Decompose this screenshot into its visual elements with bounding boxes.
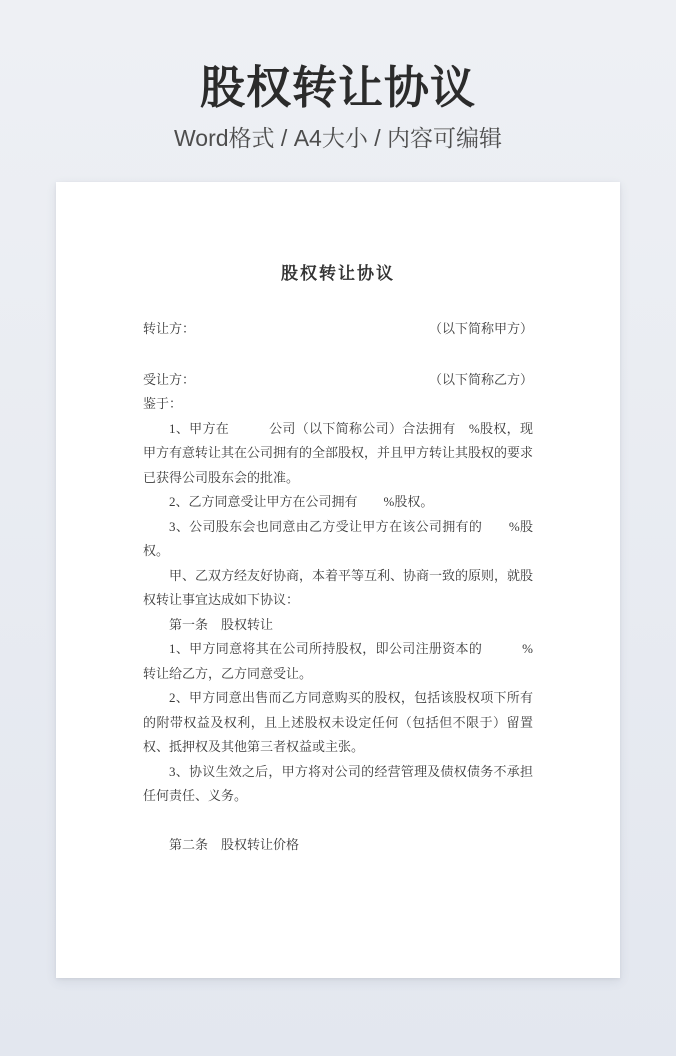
section-2-heading: 第二条 股权转让价格 xyxy=(169,836,300,852)
preamble: 甲、乙双方经友好协商，本着平等互利、协商一致的原则，就股权转让事宜达成如下协议： xyxy=(143,567,534,607)
whereas-item-2: 2、乙方同意受让甲方在公司拥有 %股权。 xyxy=(169,494,434,509)
section-1-heading: 第一条 股权转让 xyxy=(169,616,274,632)
section-1-clause-1: 1、甲方同意将其在公司所持股权，即公司注册资本的 %转让给乙方，乙方同意受让。 xyxy=(143,641,533,681)
party-b-row xyxy=(143,368,533,393)
party-b-label: 受让方： xyxy=(143,371,196,387)
section-1-clause-3: 3、协议生效之后，甲方将对公司的经营管理及债权债务不承担任何责任、义务。 xyxy=(143,763,533,803)
party-a-note: （以下简称甲方） xyxy=(428,321,533,336)
whereas-item-1: 1、甲方在 公司（以下简称公司）合法拥有 %股权，现甲方有意转让其在公司拥有的全部股权，并且甲方转让其股权的要求已获得公司股东会的批准。 xyxy=(143,420,534,485)
whereas-item-3: 3、公司股东会也同意由乙方受让甲方在该公司拥有的 %股权。 xyxy=(143,518,533,558)
template-header xyxy=(0,0,676,153)
document-title: 股权转让协议 xyxy=(281,264,395,283)
document-body xyxy=(143,317,533,857)
party-a-label: 转让方： xyxy=(143,321,196,336)
party-a-row xyxy=(143,317,533,342)
whereas-label: 鉴于： xyxy=(143,396,183,411)
template-subtitle: Word格式 / A4大小 / 内容可编辑 xyxy=(173,125,502,151)
template-title: 股权转让协议 xyxy=(199,62,476,113)
section-1-clause-2: 2、甲方同意出售而乙方同意购买的股权，包括该股权项下所有的附带权益及权利，且上述股权未设定任何（包括但不限于）留置权、抵押权及其他第三者权益或主张。 xyxy=(143,690,533,754)
document-page-preview xyxy=(56,182,620,978)
party-b-note: （以下简称乙方） xyxy=(428,371,533,387)
